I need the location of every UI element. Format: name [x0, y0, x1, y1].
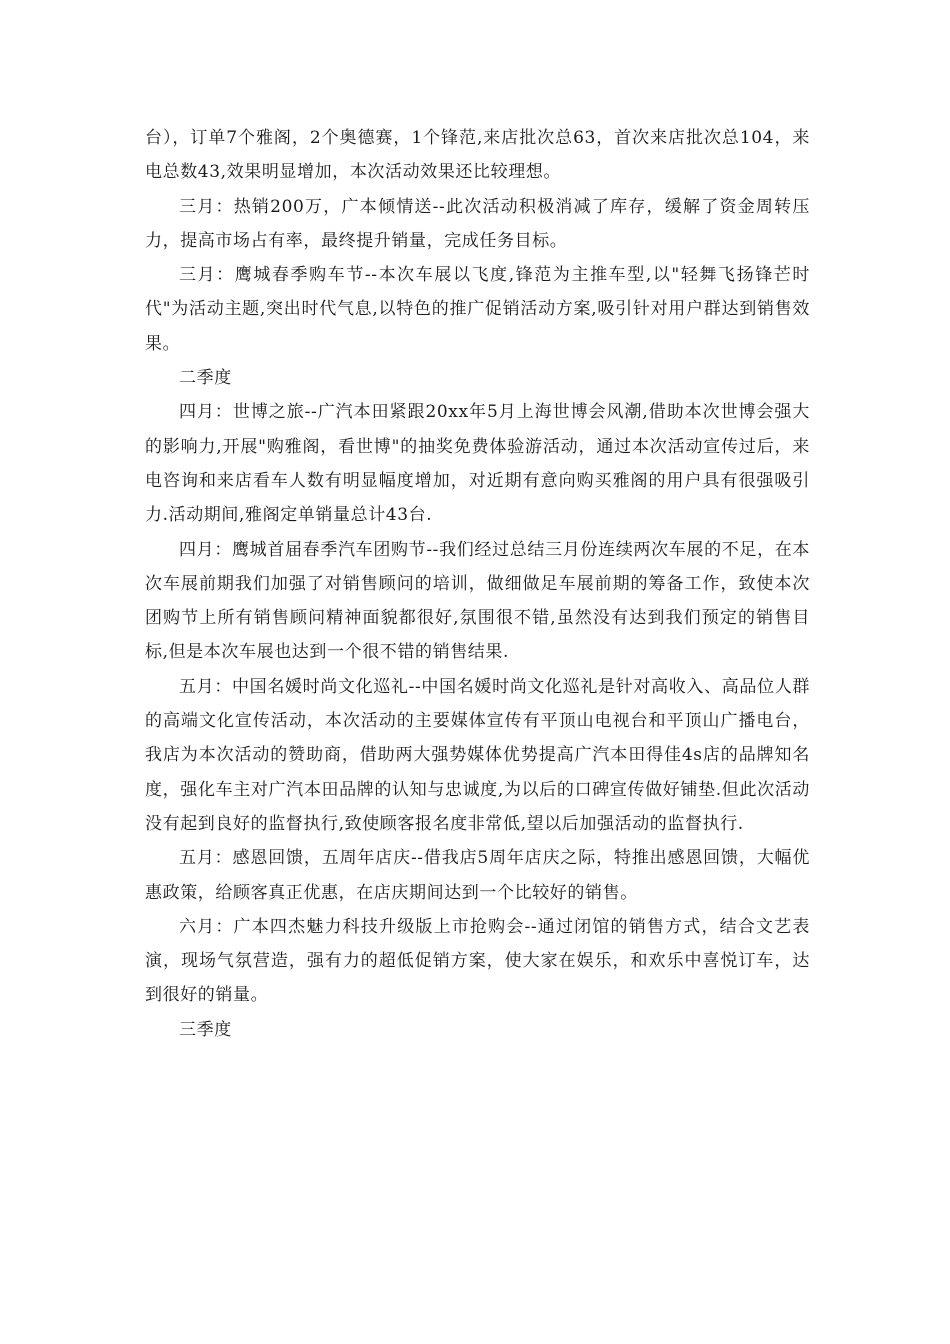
section-heading-q3: 三季度 — [179, 1019, 232, 1040]
paragraph-5: 四月：世博之旅--广汽本田紧跟20xx年5月上海世博会风潮,借助本次世博会强大的影响力,开展"购雅阁，看世博"的抽奖免费体验游活动，通过本次活动宣传过后，来电咨询和来店看车人数有明显幅度增加，对近期有意向购买雅阁的用户具有很强吸引力.活动期间,雅阁定单销量总计43台. — [145, 402, 810, 526]
document-body — [145, 121, 810, 1047]
paragraph-8: 五月：感恩回馈，五周年店庆--借我店5周年店庆之际，特推出感恩回馈，大幅优惠政策，给顾客真正优惠，在店庆期间达到一个比较好的销售。 — [145, 848, 810, 903]
paragraph-9: 六月：广本四杰魅力科技升级版上市抢购会--通过闭馆的销售方式，结合文艺表演，现场气氛营造，强有力的超低促销方案，使大家在娱乐，和欢乐中喜悦订车，达到很好的销量。 — [145, 916, 810, 1006]
paragraph-3: 三月：鹰城春季购车节--本次车展以飞度,锋范为主推车型,以"轻舞飞扬锋芒时代"为活动主题,突出时代气息,以特色的推广促销活动方案,吸引针对用户群达到销售效果。 — [145, 265, 810, 354]
paragraph-7: 五月：中国名媛时尚文化巡礼--中国名媛时尚文化巡礼是针对高收入、高品位人群的高端文化宣传活动，本次活动的主要媒体宣传有平顶山电视台和平顶山广播电台，我店为本次活动的赞助商，借助两大强势媒体优势提高广汽本田得佳4s店的品牌知名度，强化车主对广汽本田品牌的认知与忠诚度,为以后的口碑宣传做好铺垫.但此次活动没有起到良好的监督执行,致使顾客报名度非常低,望以后加强活动的监督执行. — [145, 676, 810, 834]
paragraph-1: 台），订单7个雅阁，2个奥德赛，1个锋范,来店批次总63，首次来店批次总104，来电总数43,效果明显增加，本次活动效果还比较理想。 — [145, 128, 810, 183]
section-heading-q2: 二季度 — [179, 368, 232, 389]
paragraph-2: 三月：热销200万，广本倾情送--此次活动积极消减了库存，缓解了资金周转压力，提高市场占有率，最终提升销量，完成任务目标。 — [145, 196, 810, 251]
paragraph-6: 四月：鹰城首届春季汽车团购节--我们经过总结三月份连续两次车展的不足，在本次车展前期我们加强了对销售顾问的培训，做细做足车展前期的筹备工作，致使本次团购节上所有销售顾问精神面貌都很好,氛围很不错,虽然没有达到我们预定的销售目标,但是本次车展也达到一个很不错的销售结果. — [145, 539, 810, 663]
